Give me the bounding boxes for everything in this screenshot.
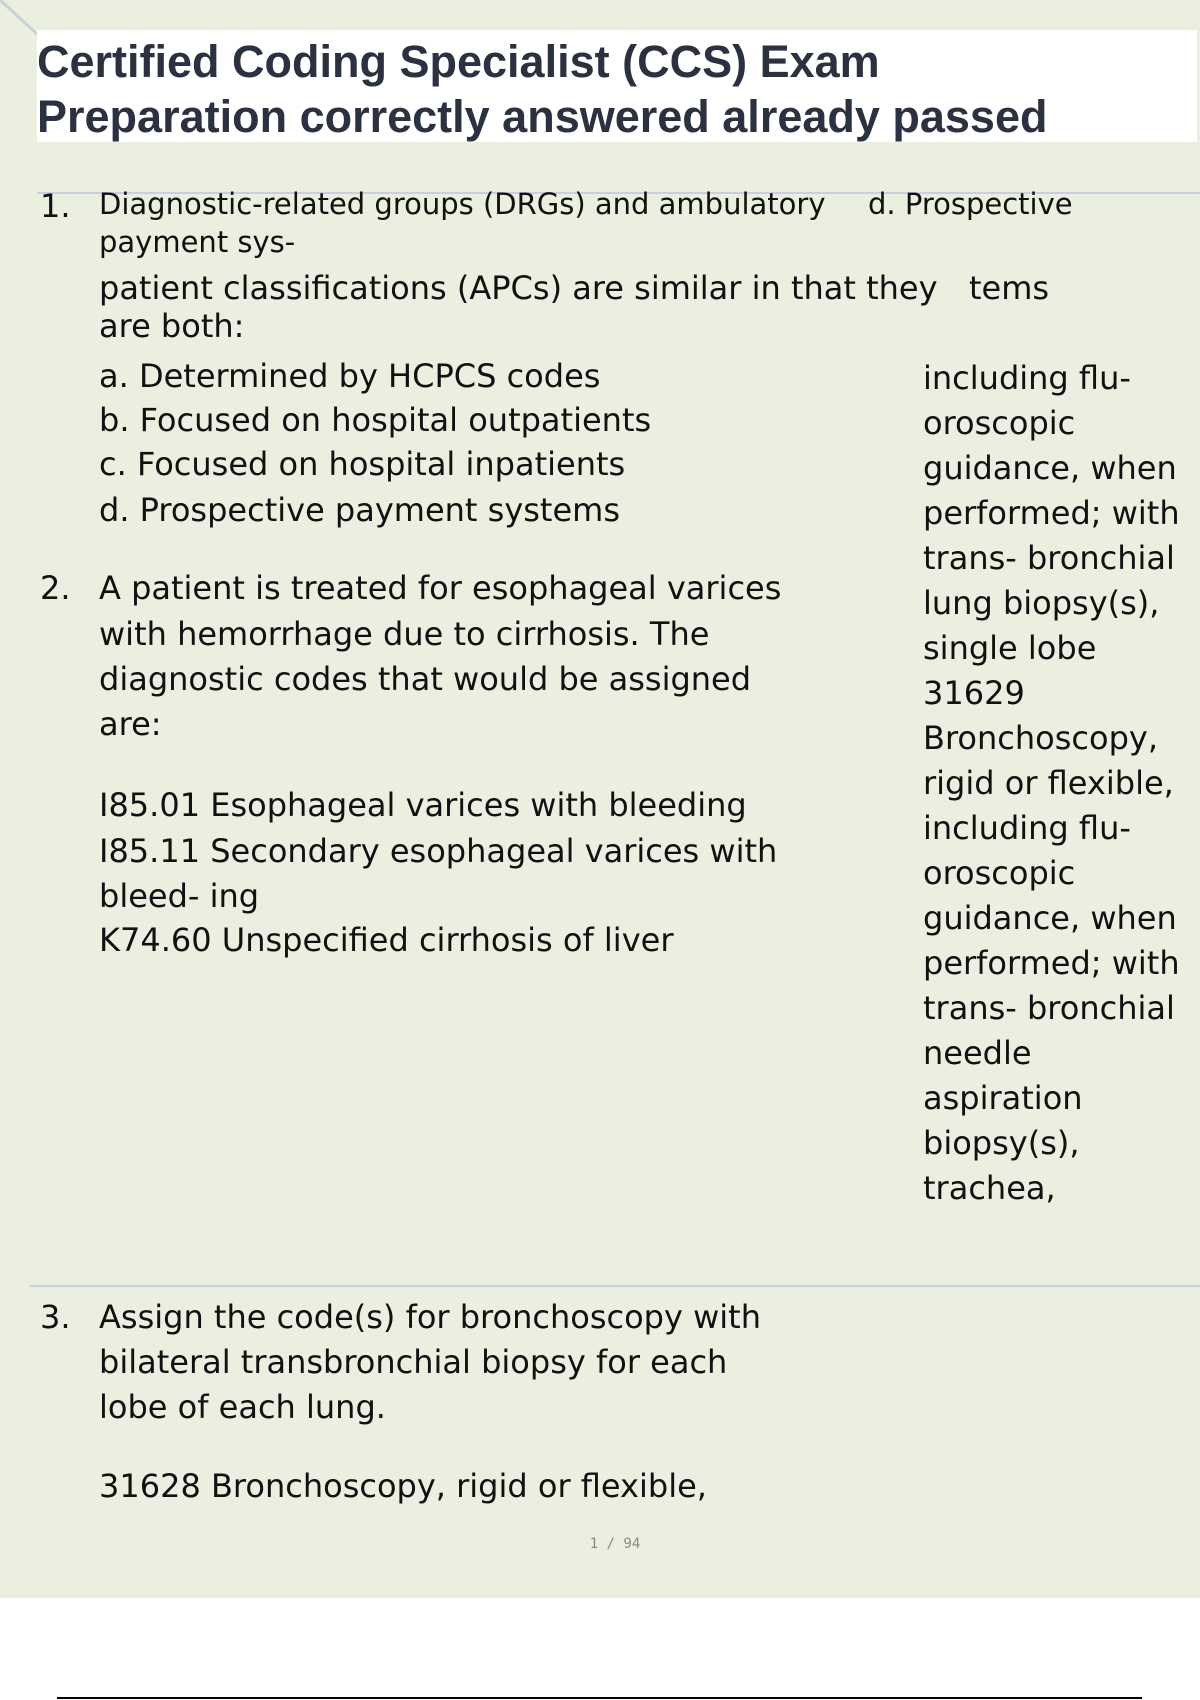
side-column xyxy=(923,356,1198,1211)
answer-option-c: c. Focused on hospital inpatients xyxy=(99,445,626,483)
title-line-1: Certified Coding Specialist (CCS) Exam xyxy=(37,36,880,87)
side-line: needle xyxy=(923,1034,1032,1072)
question-text: Diagnostic-related groups (DRGs) and ambulatory xyxy=(99,187,826,221)
question-text-overflow: d. Prospective xyxy=(868,187,1073,221)
question-text: are: xyxy=(99,705,162,743)
question-text: payment sys- xyxy=(99,225,296,259)
answer-line: I85.11 Secondary esophageal varices with xyxy=(99,832,778,870)
side-line: biopsy(s), xyxy=(923,1124,1080,1162)
question-text: A patient is treated for esophageal varices xyxy=(99,569,782,607)
page-number: 1 / 94 xyxy=(589,1536,641,1552)
side-line: guidance, when xyxy=(923,899,1177,937)
question-text: Assign the code(s) for bronchoscopy with xyxy=(99,1298,761,1336)
side-line: oroscopic xyxy=(923,854,1076,892)
side-line: guidance, when xyxy=(923,449,1177,487)
section-divider xyxy=(30,1285,1200,1287)
side-line: Bronchoscopy, xyxy=(923,719,1158,757)
question-text: are both: xyxy=(99,307,245,345)
side-line: including flu- xyxy=(923,809,1131,847)
question-text-overflow: tems xyxy=(969,269,1050,307)
question-text: lobe of each lung. xyxy=(99,1388,386,1426)
side-line: 31629 xyxy=(923,674,1025,712)
side-line: trans- bronchial xyxy=(923,989,1175,1027)
question-text: with hemorrhage due to cirrhosis. The xyxy=(99,615,710,653)
question-number: 3. xyxy=(40,1298,71,1336)
answer-option-a: a. Determined by HCPCS codes xyxy=(99,357,601,395)
side-line: aspiration xyxy=(923,1079,1083,1117)
question-text: patient classifications (APCs) are similar in that they xyxy=(99,269,938,307)
answer-line: 31628 Bronchoscopy, rigid or flexible, xyxy=(99,1467,707,1505)
side-line: including flu- xyxy=(923,359,1131,397)
answer-line: bleed- ing xyxy=(99,877,260,915)
side-line: trans- bronchial xyxy=(923,539,1175,577)
side-line: performed; with xyxy=(923,494,1180,532)
question-number: 1. xyxy=(40,187,71,225)
side-line: rigid or flexible, xyxy=(923,764,1174,802)
side-line: performed; with xyxy=(923,944,1180,982)
title-line-2: Preparation correctly answered already passed xyxy=(37,91,1048,142)
answer-line: I85.01 Esophageal varices with bleeding xyxy=(99,786,747,824)
side-line: oroscopic xyxy=(923,404,1076,442)
side-line: lung biopsy(s), xyxy=(923,584,1160,622)
side-line: single lobe xyxy=(923,629,1097,667)
answer-option-b: b. Focused on hospital outpatients xyxy=(99,401,652,439)
question-number: 2. xyxy=(40,569,71,607)
answer-line: K74.60 Unspecified cirrhosis of liver xyxy=(99,921,674,959)
answer-option-d: d. Prospective payment systems xyxy=(99,491,620,529)
question-text: diagnostic codes that would be assigned xyxy=(99,660,752,698)
page-title xyxy=(37,34,1187,144)
question-text: bilateral transbronchial biopsy for each xyxy=(99,1343,728,1381)
side-line: trachea, xyxy=(923,1169,1056,1207)
footer-rule xyxy=(57,1697,1142,1699)
